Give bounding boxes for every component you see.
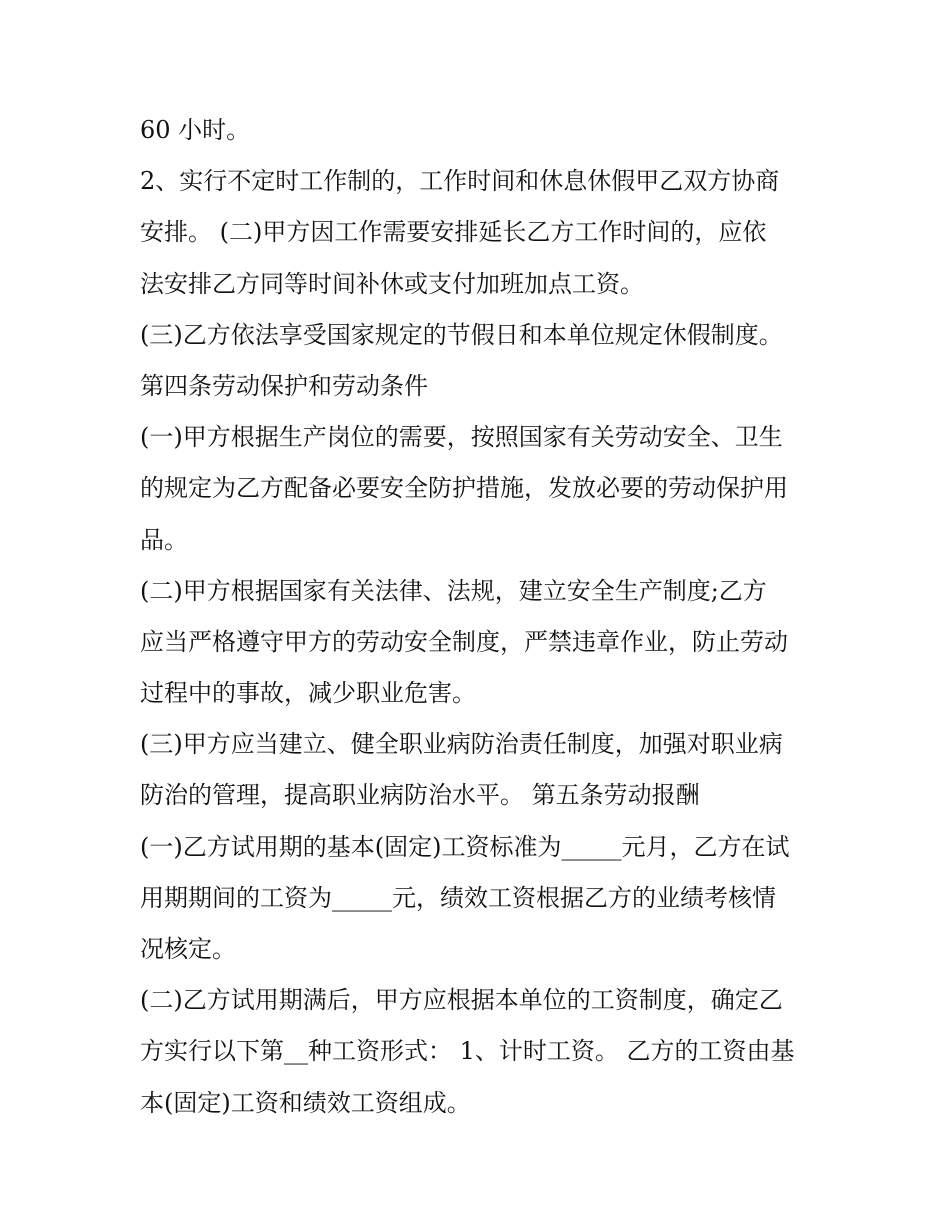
text-line-1: 60 小时。 — [140, 116, 251, 144]
text-line-17: 况核定。 — [140, 935, 236, 963]
text-line-15: (一)乙方试用期的基本(固定)工资标准为_____元月，乙方在试 — [140, 832, 790, 861]
text-line-2: 2、实行不定时工作制的，工作时间和休息休假甲乙双方协商 — [140, 167, 780, 196]
text-line-11: 应当严格遵守甲方的劳动安全制度，严禁违章作业，防止劳动 — [140, 627, 788, 656]
text-line-10: (二)甲方根据国家有关法律、法规，建立安全生产制度;乙方 — [140, 576, 767, 605]
text-line-16: 用期期间的工资为_____元，绩效工资根据乙方的业绩考核情 — [140, 883, 776, 912]
text-line-13: (三)甲方应当建立、健全职业病防治责任制度，加强对职业病 — [140, 730, 783, 759]
text-line-14: 防治的管理，提高职业病防治水平。 第五条劳动报酬 — [140, 781, 700, 810]
text-line-7: (一)甲方根据生产岗位的需要，按照国家有关劳动安全、卫生 — [140, 423, 783, 452]
text-line-3: 安排。 (二)甲方因工作需要安排延长乙方工作时间的，应依 — [140, 218, 767, 247]
text-line-4: 法安排乙方同等时间补休或支付加班加点工资。 — [140, 269, 644, 298]
text-line-9: 品。 — [140, 525, 188, 554]
text-line-18: (二)乙方试用期满后，甲方应根据本单位的工资制度，确定乙 — [140, 986, 783, 1015]
text-line-5: (三)乙方依法享受国家规定的节假日和本单位规定休假制度。 — [140, 320, 783, 349]
text-line-12: 过程中的事故，减少职业危害。 — [140, 679, 476, 708]
text-line-8: 的规定为乙方配备必要安全防护措施，发放必要的劳动保护用 — [140, 474, 788, 503]
text-line-19: 方实行以下第__种工资形式： 1、计时工资。 乙方的工资由基 — [140, 1037, 795, 1066]
section-heading-article-4: 第四条劳动保护和劳动条件 — [140, 371, 428, 400]
document-body — [140, 110, 830, 1134]
text-line-20: 本(固定)工资和绩效工资组成。 — [140, 1088, 471, 1117]
